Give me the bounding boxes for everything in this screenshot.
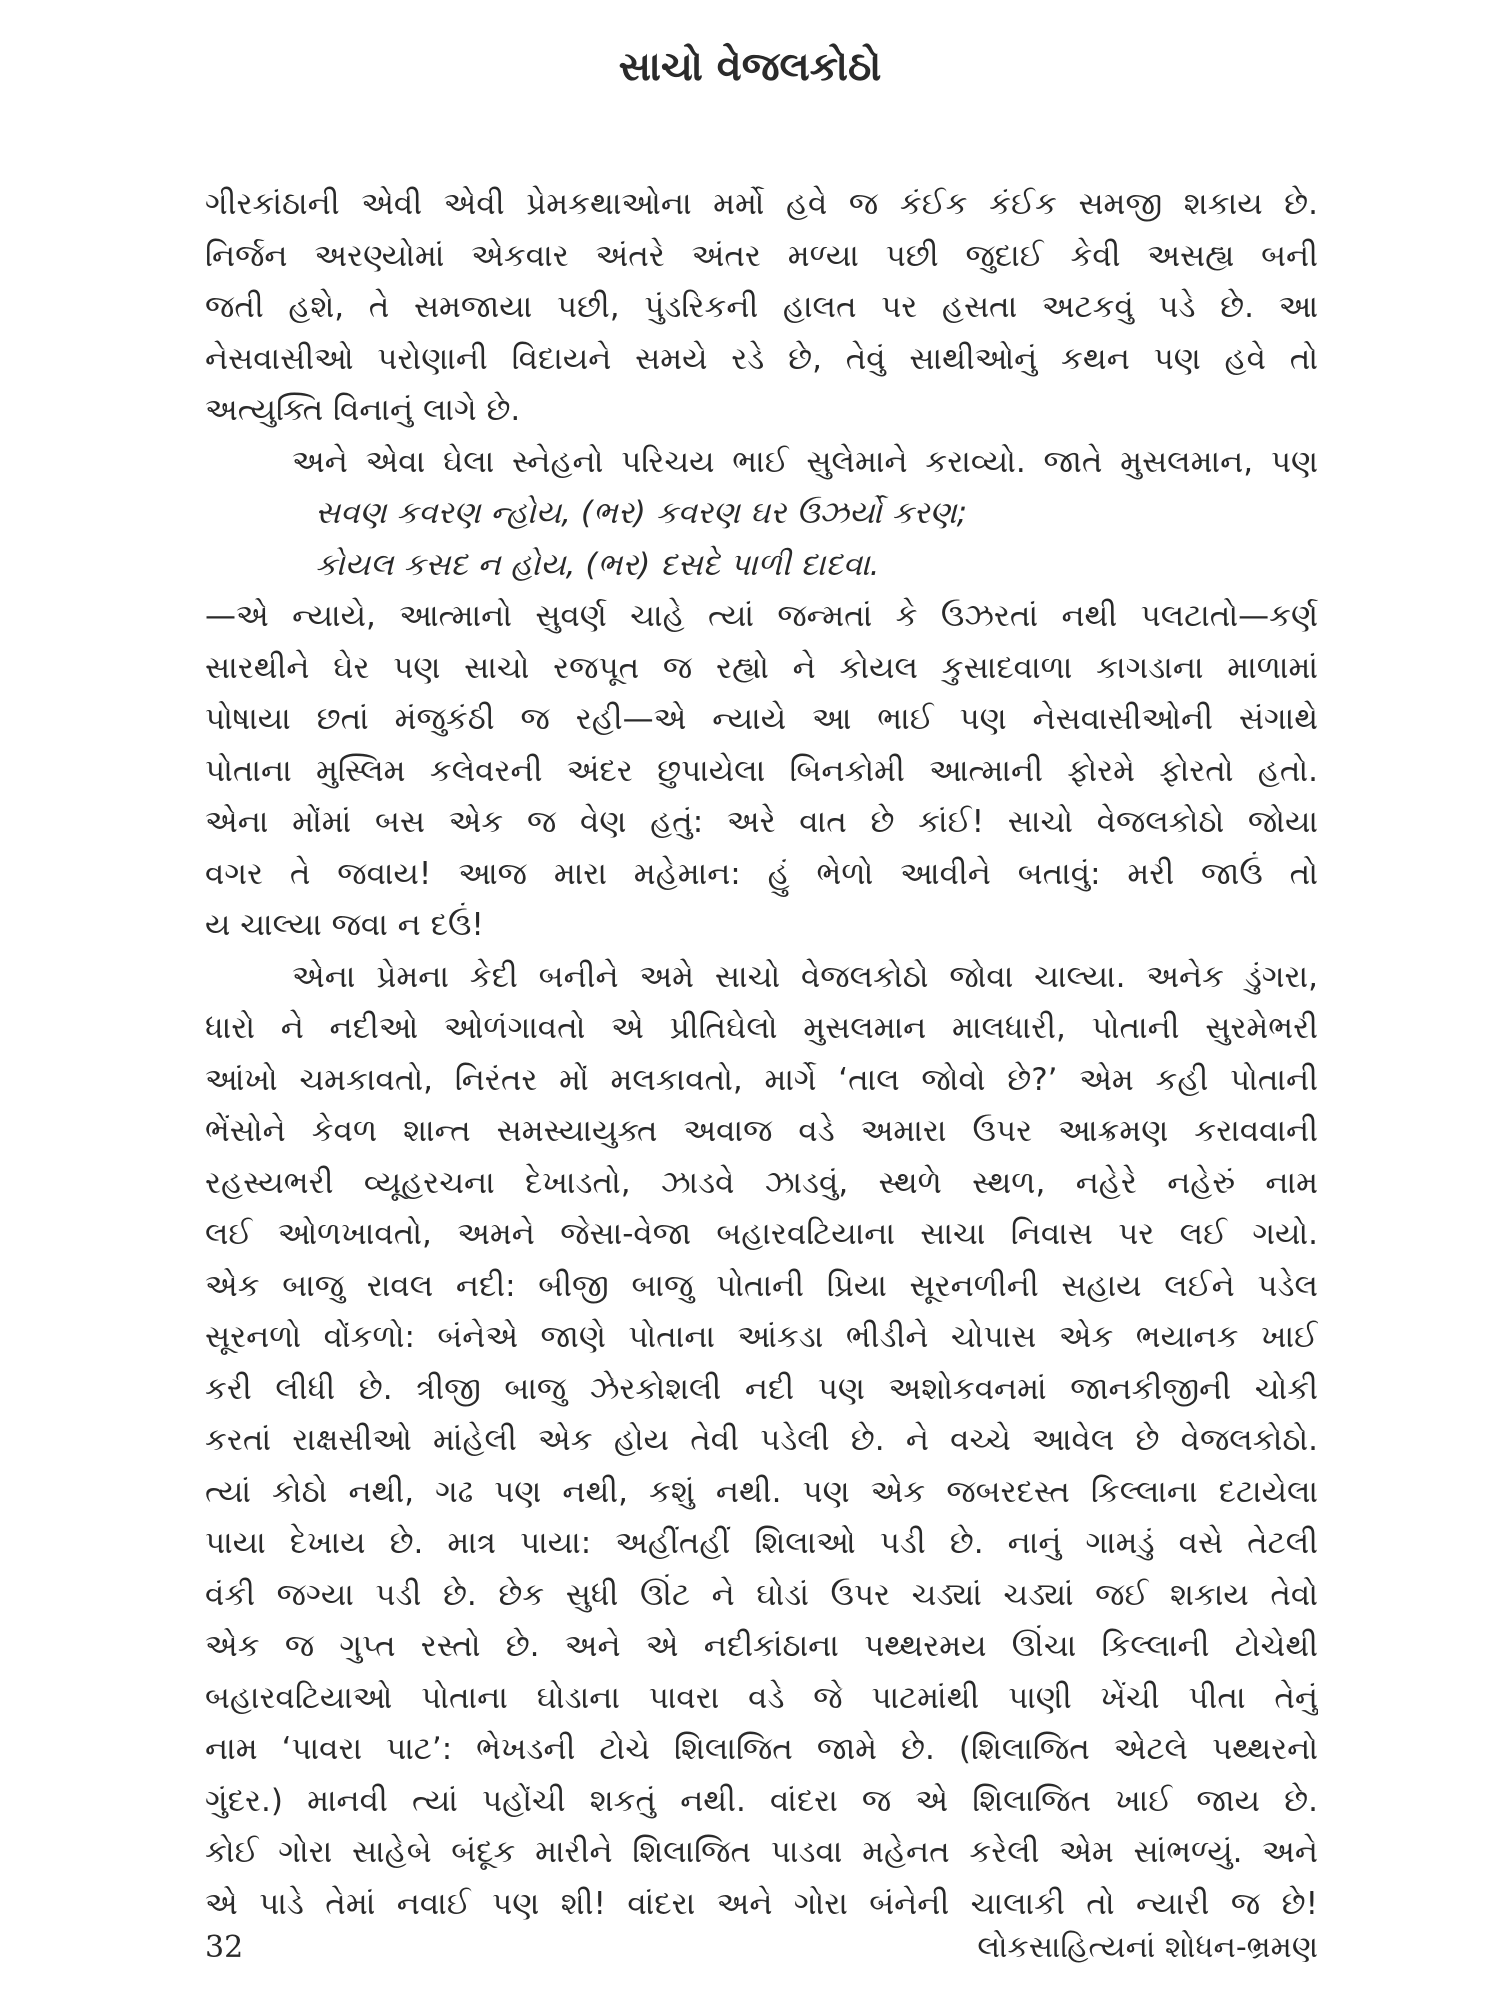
text-line: એ પાડે તેમાં નવાઈ પણ શી! વાંદરા અને ગોરા બંનેની ચાલાકી તો ન્યારી જ છે! — [205, 1885, 1318, 1922]
text-line: અત્યુક્તિ વિનાનું લાગે છે. — [205, 392, 521, 428]
page-footer — [205, 1930, 1318, 1965]
text-line: ગીરકાંઠાની એવી એવી પ્રેમકથાઓના મર્મો હવે જ કંઈક કંઈક સમજી શકાય છે. — [205, 186, 1318, 222]
text-line: ય ચાલ્યા જવા ન દઉં! — [205, 907, 484, 943]
text-line: ત્યાં કોઠો નથી, ગઢ પણ નથી, કશું નથી. પણ એક જબરદસ્ત કિલ્લાના દટાયેલા — [205, 1473, 1318, 1510]
text-line: —એ ન્યાયે, આત્માનો સુવર્ણ ચાહે ત્યાં જન્મતાં કે ઉઝરતાં નથી પલટાતો—કર્ણ — [205, 598, 1318, 634]
text-line: સૂરનળો વોંકળો: બંનેએ જાણે પોતાના આંકડા ભીડીને ચોપાસ એક ભયાનક ખાઈ — [205, 1319, 1318, 1355]
text-line: ધારો ને નદીઓ ઓળંગાવતો એ પ્રીતિઘેલો મુસલમાન માલધારી, પોતાની સુરમેભરી — [205, 1010, 1318, 1046]
text-line: નેસવાસીઓ પરોણાની વિદાયને સમયે રડે છે, તેવું સાથીઓનું કથન પણ હવે તો — [205, 340, 1318, 377]
text-line: કોઈ ગોરા સાહેબે બંદૂક મારીને શિલાજિત પાડવા મહેનત કરેલી એમ સાંભળ્યું. અને — [205, 1834, 1318, 1870]
text-line: એના પ્રેમના કેદી બનીને અમે સાચો વેજલકોઠો જોવા ચાલ્યા. અનેક ડુંગરા, — [292, 958, 1318, 995]
text-line: નામ ‘પાવરા પાટ’: ભેખડની ટોચે શિલાજિત જામે છે. (શિલાજિત એટલે પથ્થરનો — [205, 1731, 1318, 1767]
text-line: અને એવા ઘેલા સ્નેહનો પરિચય ભાઈ સુલેમાને કરાવ્યો. જાતે મુસલમાન, પણ — [292, 443, 1318, 480]
page-title: સાચો વેજલકોઠો — [618, 44, 882, 90]
text-line: એક બાજુ રાવલ નદી: બીજી બાજુ પોતાની પ્રિયા સૂરનળીની સહાય લઈને પડેલ — [205, 1267, 1318, 1304]
running-title: લોકસાહિત્યનાં શોધન-ભ્રમણ — [977, 1930, 1318, 1965]
text-line: વગર તે જવાય! આજ મારા મહેમાન: હું ભેળો આવીને બતાવું: મરી જાઉં તો — [205, 855, 1318, 892]
text-line: એના મોંમાં બસ એક જ વેણ હતું: અરે વાત છે કાંઈ! સાચો વેજલકોઠો જોયા — [205, 804, 1318, 840]
body-text — [205, 179, 1318, 1930]
text-line: લઈ ઓળખાવતો, અમને જેસા-વેજા બહારવટિયાના સાચા નિવાસ પર લઈ ગયો. — [205, 1216, 1318, 1252]
text-line: આંખો ચમકાવતો, નિરંતર મોં મલકાવતો, માર્ગે ‘તાલ જોવો છે?’ એમ કહી પોતાની — [205, 1061, 1318, 1098]
verse-line: સવણ કવરણ ન્હોય, (ભર) કવરણ ઘર ઉઝર્યો કરણ; — [315, 495, 968, 531]
text-line: પોષાયા છતાં મંજુકંઠી જ રહી—એ ન્યાયે આ ભાઈ પણ નેસવાસીઓની સંગાથે — [205, 701, 1318, 737]
text-line: જતી હશે, તે સમજાયા પછી, પુંડરિકની હાલત પર હસતા અટકવું પડે છે. આ — [205, 289, 1318, 325]
text-line: એક જ ગુપ્ત રસ્તો છે. અને એ નદીકાંઠાના પથ્થરમય ઊંચા કિલ્લાની ટોચેથી — [205, 1628, 1318, 1664]
page-number: 32 — [205, 1930, 244, 1965]
text-line: પોતાના મુસ્લિમ કલેવરની અંદર છુપાયેલા બિનકોમી આત્માની ફોરમે ફોરતો હતો. — [205, 752, 1318, 789]
text-line: ગુંદર.) માનવી ત્યાં પહોંચી શકતું નથી. વાંદરા જ એ શિલાજિત ખાઈ જાય છે. — [205, 1782, 1318, 1819]
text-line: સારથીને ઘેર પણ સાચો રજપૂત જ રહ્યો ને કોયલ કુસાદવાળા કાગડાના માળામાં — [205, 649, 1318, 686]
text-line: બહારવટિયાઓ પોતાના ઘોડાના પાવરા વડે જે પાટમાંથી પાણી ખેંચી પીતા તેનું — [205, 1679, 1318, 1716]
text-line: નિર્જન અરણ્યોમાં એકવાર અંતરે અંતર મળ્યા પછી જુદાઈ કેવી અસહ્ય બની — [205, 237, 1318, 274]
text-line: રહસ્યભરી વ્યૂહરચના દેખાડતો, ઝાડવે ઝાડવું, સ્થળે સ્થળ, નહેરે નહેરું નામ — [205, 1164, 1318, 1201]
text-line: પાયા દેખાય છે. માત્ર પાયા: અહીંતહીં શિલાઓ પડી છે. નાનું ગામડું વસે તેટલી — [205, 1525, 1318, 1561]
verse-line: કોયલ કસદ ન હોય, (ભર) દસદે પાળી દાદવા. — [315, 546, 880, 583]
text-line: કરતાં રાક્ષસીઓ માંહેલી એક હોય તેવી પડેલી છે. ને વચ્ચે આવેલ છે વેજલકોઠો. — [205, 1422, 1318, 1458]
text-line: કરી લીધી છે. ત્રીજી બાજુ ઝેરકોશલી નદી પણ અશોકવનમાં જાનકીજીની ચોકી — [205, 1370, 1318, 1407]
text-line: ભેંસોને કેવળ શાન્ત સમસ્યાયુક્ત અવાજ વડે અમારા ઉપર આક્રમણ કરાવવાની — [205, 1113, 1318, 1149]
text-line: વંકી જગ્યા પડી છે. છેક સુધી ઊંટ ને ઘોડાં ઉપર ચડ્યાં ચડ્યાં જઈ શકાય તેવો — [205, 1576, 1318, 1613]
